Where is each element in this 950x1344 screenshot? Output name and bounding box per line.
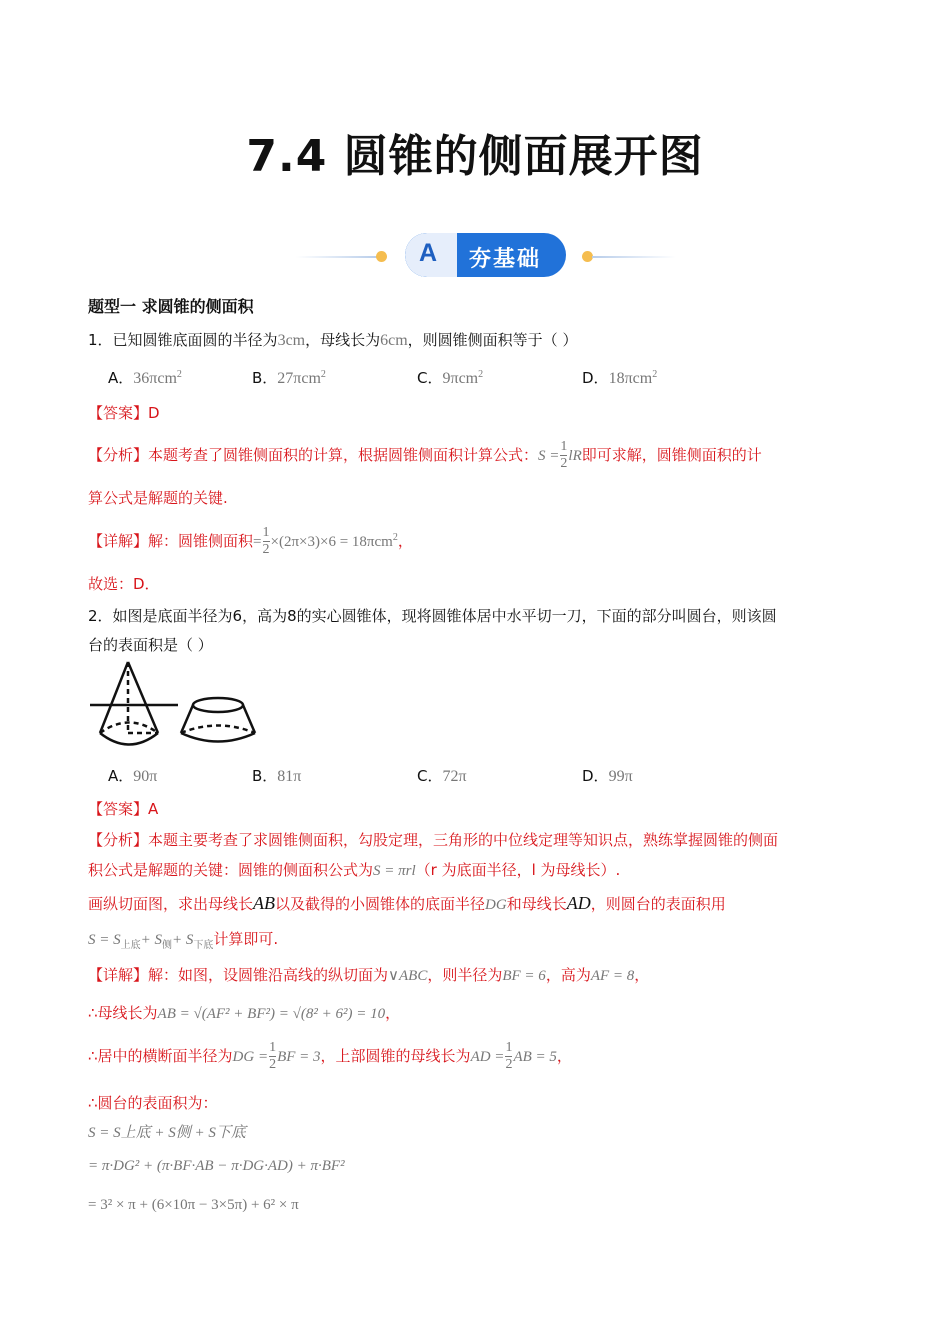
answer-value: A — [148, 800, 159, 818]
analysis-text: 以及截得的小圆锥体的底面半径 — [275, 895, 486, 913]
analysis-text: 即可求解，圆锥侧面积的计 — [581, 446, 762, 464]
q2-analysis-line4 — [88, 928, 278, 951]
detail-text: 解：圆锥侧面积 — [148, 532, 254, 550]
detail-tag: 【详解】 — [88, 532, 149, 550]
option-label: C． — [417, 369, 443, 387]
q1-text-2: ，母线长为 — [305, 331, 381, 349]
option-label: B． — [252, 369, 278, 387]
formula-rhs: lR — [568, 448, 582, 464]
q2-detail-line2 — [88, 1002, 400, 1023]
math-af: AF = 8 — [590, 968, 635, 984]
analysis-text: 计算即可. — [213, 930, 279, 948]
frustum-drawing — [181, 698, 255, 742]
q2-analysis-line1 — [88, 829, 778, 850]
option-value: 18πcm — [608, 370, 653, 387]
formula-s: S = S — [88, 932, 121, 948]
q2-answer — [88, 798, 158, 819]
option-value: 99π — [608, 768, 633, 785]
detail-text: ∴居中的横断面半径为 — [88, 1047, 233, 1065]
var-dg: DG — [485, 897, 507, 913]
sub-bottom: 下底 — [193, 940, 214, 951]
formula-fraction — [560, 440, 567, 471]
q1-option-c[interactable] — [417, 367, 483, 388]
detail-text: ， — [556, 1047, 572, 1065]
q2-equation-3: = 3² × π + (6×10π − 3×5π) + 6² × π — [88, 1197, 299, 1213]
detail-text: ，则半径为 — [427, 966, 503, 984]
banner-line-left — [296, 256, 378, 258]
section-heading: 题型一 求圆锥的侧面积 — [88, 297, 254, 316]
analysis-text: ，则圆台的表面积用 — [590, 895, 726, 913]
q2-detail-line4: ∴圆台的表面积为： — [88, 1094, 218, 1112]
frac-num: 1 — [560, 439, 568, 454]
option-value: 90π — [133, 768, 158, 785]
q1-number: 1． — [88, 331, 113, 349]
detail-equals: = — [253, 534, 262, 550]
detail-expr: ×(2π×3)×6 = 18πcm — [270, 534, 393, 550]
q2-stem-line1 — [88, 605, 777, 626]
q1-value-slant: 6cm — [380, 332, 408, 349]
option-sup: 2 — [478, 369, 484, 380]
q1-value-radius: 3cm — [277, 332, 306, 349]
q2-analysis-line2 — [88, 859, 620, 880]
detail-text: ，高为 — [545, 966, 591, 984]
option-value: 36πcm — [133, 370, 177, 387]
frac-den: 2 — [262, 542, 270, 557]
detail-sup: 2 — [392, 532, 398, 543]
option-label: A． — [108, 767, 134, 785]
frac-num: 1 — [262, 525, 270, 540]
q1-option-d[interactable] — [582, 367, 657, 388]
detail-end: ， — [397, 532, 413, 550]
var-ad: AD — [566, 893, 591, 913]
frustum-base-back — [181, 726, 255, 734]
analysis-text: 积公式是解题的关键：圆锥的侧面积公式为 — [88, 861, 374, 879]
option-label: D． — [582, 767, 609, 785]
q1-option-b[interactable] — [252, 367, 326, 388]
q2-text: 如图是底面半径为6，高为8的实心圆锥体，现将圆锥体居中水平切一刀，下面的部分叫圆台，则该圆 — [112, 607, 777, 625]
q1-text-3: ，则圆锥侧面积等于（ ） — [407, 331, 578, 349]
q1-analysis-line2: 算公式是解题的关键. — [88, 489, 228, 507]
q2-option-b[interactable] — [252, 765, 301, 786]
var-ab: AB — [253, 893, 276, 913]
analysis-text: （r 为底面半径，l 为母线长）. — [415, 861, 621, 879]
banner-pill — [405, 233, 566, 277]
answer-tag: 【答案】 — [88, 404, 149, 422]
q2-option-d[interactable] — [582, 765, 633, 786]
q1-text-1: 已知圆锥底面圆的半径为 — [112, 331, 278, 349]
analysis-text: 和母线长 — [506, 895, 567, 913]
sub-side: 侧 — [162, 940, 172, 951]
answer-tag: 【答案】 — [88, 800, 149, 818]
frac-num: 1 — [505, 1040, 513, 1055]
option-value: 9πcm — [442, 370, 479, 387]
q2-number: 2． — [88, 607, 113, 625]
math-ad: AD = — [470, 1049, 505, 1065]
analysis-text: 画纵切面图，求出母线长 — [88, 895, 254, 913]
detail-text: ， — [634, 966, 650, 984]
analysis-text: 本题考查了圆锥侧面积的计算，根据圆锥侧面积计算公式： — [148, 446, 539, 464]
option-sup: 2 — [176, 369, 182, 380]
q2-stem-line2: 台的表面积是（ ） — [88, 636, 213, 654]
banner-label: 夯基础 — [469, 247, 542, 272]
q1-answer — [88, 402, 160, 423]
formula-lhs: S = — [538, 448, 560, 464]
q2-detail-line3 — [88, 1037, 572, 1075]
q2-equation-2: = π·DG² + (π·BF·AB − π·DG·AD) + π·BF² — [88, 1158, 345, 1174]
math-dg: DG = — [232, 1049, 269, 1065]
q2-analysis-line3 — [88, 893, 726, 914]
formula-plus: + S — [172, 932, 194, 948]
frustum-top — [193, 698, 243, 712]
detail-text: ∴母线长为 — [88, 1004, 158, 1022]
detail-text: ， — [385, 1004, 401, 1022]
half-fraction — [505, 1041, 512, 1072]
cone-left-edge — [100, 662, 128, 733]
math-bf: BF = 6 — [502, 968, 546, 984]
frac-den: 2 — [505, 1057, 513, 1072]
banner-letter: A — [419, 239, 438, 267]
answer-value: D — [148, 404, 160, 422]
frac-num: 1 — [269, 1040, 277, 1055]
q1-stem — [88, 329, 577, 350]
q2-option-a[interactable] — [108, 765, 157, 786]
option-value: 81π — [277, 768, 302, 785]
detail-tag: 【详解】 — [88, 966, 149, 984]
option-label: C． — [417, 767, 443, 785]
formula-plus: + S — [140, 932, 162, 948]
frac-den: 2 — [560, 456, 568, 471]
math-ab: AB = √(AF² + BF²) = √(8² + 6²) = 10 — [157, 1006, 386, 1022]
formula-lateral: S = πrl — [373, 863, 416, 879]
option-value: 27πcm — [277, 370, 321, 387]
q2-option-c[interactable] — [417, 765, 467, 786]
detail-fraction — [263, 526, 270, 557]
page-title: 7.4 圆锥的侧面展开图 — [246, 131, 704, 182]
option-label: D． — [582, 369, 609, 387]
analysis-tag: 【分析】 — [88, 831, 149, 849]
banner-dot-left — [376, 251, 387, 262]
cone-base-front — [100, 733, 158, 745]
option-value: 72π — [442, 768, 467, 785]
q1-choose: 故选：D． — [88, 575, 160, 593]
math-triangle: ∨ABC — [388, 968, 428, 984]
cone-right-edge — [128, 662, 158, 733]
option-label: A． — [108, 369, 134, 387]
half-fraction — [269, 1041, 276, 1072]
cone-frustum-figure — [88, 660, 258, 752]
analysis-tag: 【分析】 — [88, 446, 149, 464]
banner-line-right — [592, 256, 676, 258]
detail-text: ，上部圆锥的母线长为 — [320, 1047, 471, 1065]
analysis-text: 本题主要考查了求圆锥侧面积，勾股定理，三角形的中位线定理等知识点，熟练掌握圆锥的侧面 — [148, 831, 779, 849]
math-ab5: AB = 5 — [513, 1049, 557, 1065]
sub-top: 上底 — [120, 940, 141, 951]
q2-equation-1: S = S上底 + S侧 + S下底 — [88, 1125, 246, 1141]
option-sup: 2 — [320, 369, 326, 380]
option-sup: 2 — [652, 369, 658, 380]
option-label: B． — [252, 767, 278, 785]
detail-text: 解：如图，设圆锥沿高线的纵切面为 — [148, 966, 389, 984]
math-bf3: BF = 3 — [277, 1049, 321, 1065]
cone-drawing — [90, 662, 178, 745]
q1-option-a[interactable] — [108, 367, 182, 388]
q2-detail-line1 — [88, 964, 649, 985]
frac-den: 2 — [269, 1057, 277, 1072]
q1-analysis-line1 — [88, 436, 762, 474]
q1-detail — [88, 519, 413, 557]
frustum-base-front — [181, 733, 255, 742]
